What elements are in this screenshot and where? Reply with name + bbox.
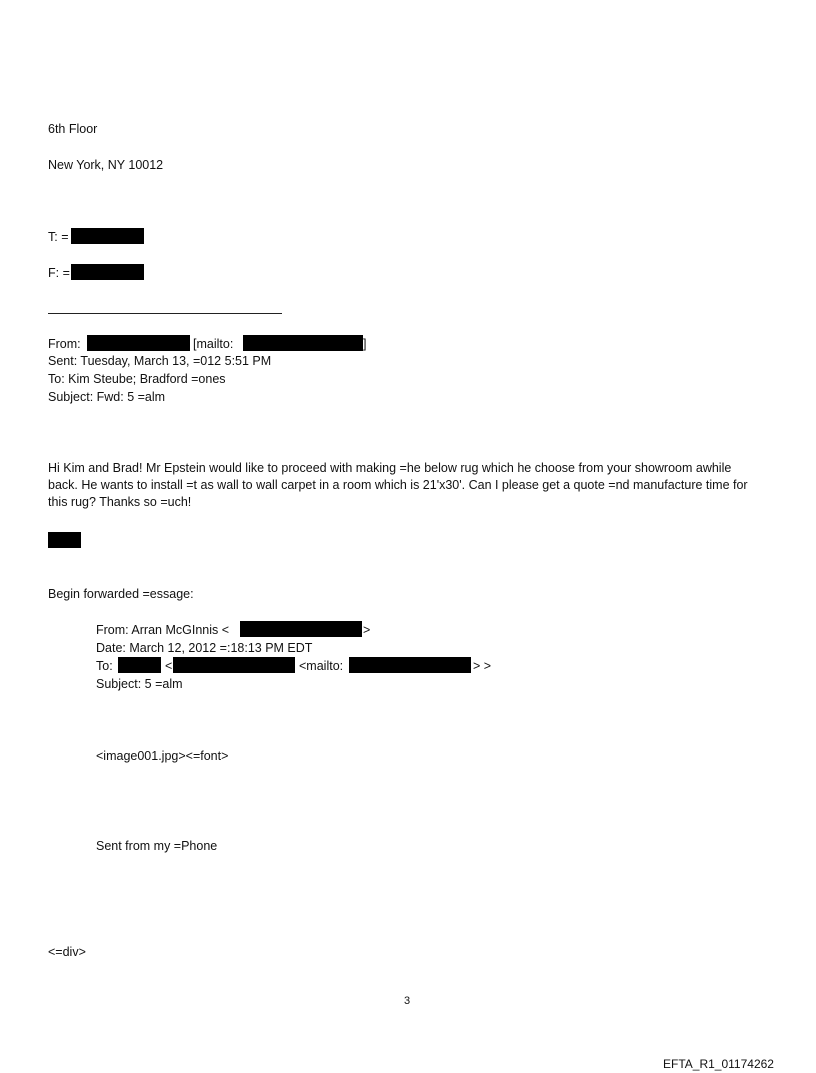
closing-tag: <=div>: [48, 945, 86, 959]
fwd-subject-line: Subject: 5 =alm: [96, 677, 183, 691]
redaction-fax: [71, 264, 144, 280]
document-id: EFTA_R1_01174262: [663, 1057, 774, 1071]
sent-from-line: Sent from my =Phone: [96, 839, 218, 853]
fwd-date-line: Date: March 12, 2012 =:18:13 PM EDT: [96, 641, 313, 655]
to-line: To: Kim Steube; Bradford =ones: [48, 372, 226, 386]
page-number: 3: [404, 995, 411, 1007]
body-paragraph: Hi Kim and Brad! Mr Epstein would like to proceed with making =he below rug which he choose from your showroom awhile back. He wants to install =t as wall to wall carpet in a room which is 21'x30'. Can I please get a quote =nd manufacture time for this rug? Thanks so =uch!: [48, 461, 748, 509]
from-label: From:: [48, 337, 81, 351]
address-line-floor: 6th Floor: [48, 122, 98, 136]
fwd-from-suffix: >: [363, 623, 371, 637]
fwd-to-label: To:: [96, 659, 113, 673]
subject-line: Subject: Fwd: 5 =alm: [48, 390, 166, 404]
redaction-from-email: [243, 335, 363, 351]
redaction-signature: [48, 532, 81, 548]
close-bracket: ]: [363, 337, 367, 351]
header-divider: [48, 313, 282, 314]
address-line-city: New York, NY 10012: [48, 158, 164, 172]
fwd-to-end: > >: [473, 659, 492, 673]
image-placeholder: <image001.jpg><=font>: [96, 749, 229, 763]
fax-label: F: =: [48, 266, 70, 280]
redaction-from-name: [87, 335, 190, 351]
fwd-to-mailto: <mailto:: [299, 659, 344, 673]
forwarded-intro: Begin forwarded =essage:: [48, 587, 194, 601]
redaction-fwd-from-email: [240, 621, 362, 637]
redaction-fwd-to-mailto: [349, 657, 471, 673]
fwd-to-lt: <: [165, 659, 173, 673]
phone-label: T: =: [48, 230, 69, 244]
redaction-fwd-to-email: [173, 657, 295, 673]
redaction-fwd-to-name: [118, 657, 161, 673]
sent-line: Sent: Tuesday, March 13, =012 5:51 PM: [48, 354, 272, 368]
fwd-from-prefix: From: Arran McGInnis <: [96, 623, 230, 637]
redaction-phone: [71, 228, 144, 244]
mailto-label: [mailto:: [193, 337, 234, 351]
